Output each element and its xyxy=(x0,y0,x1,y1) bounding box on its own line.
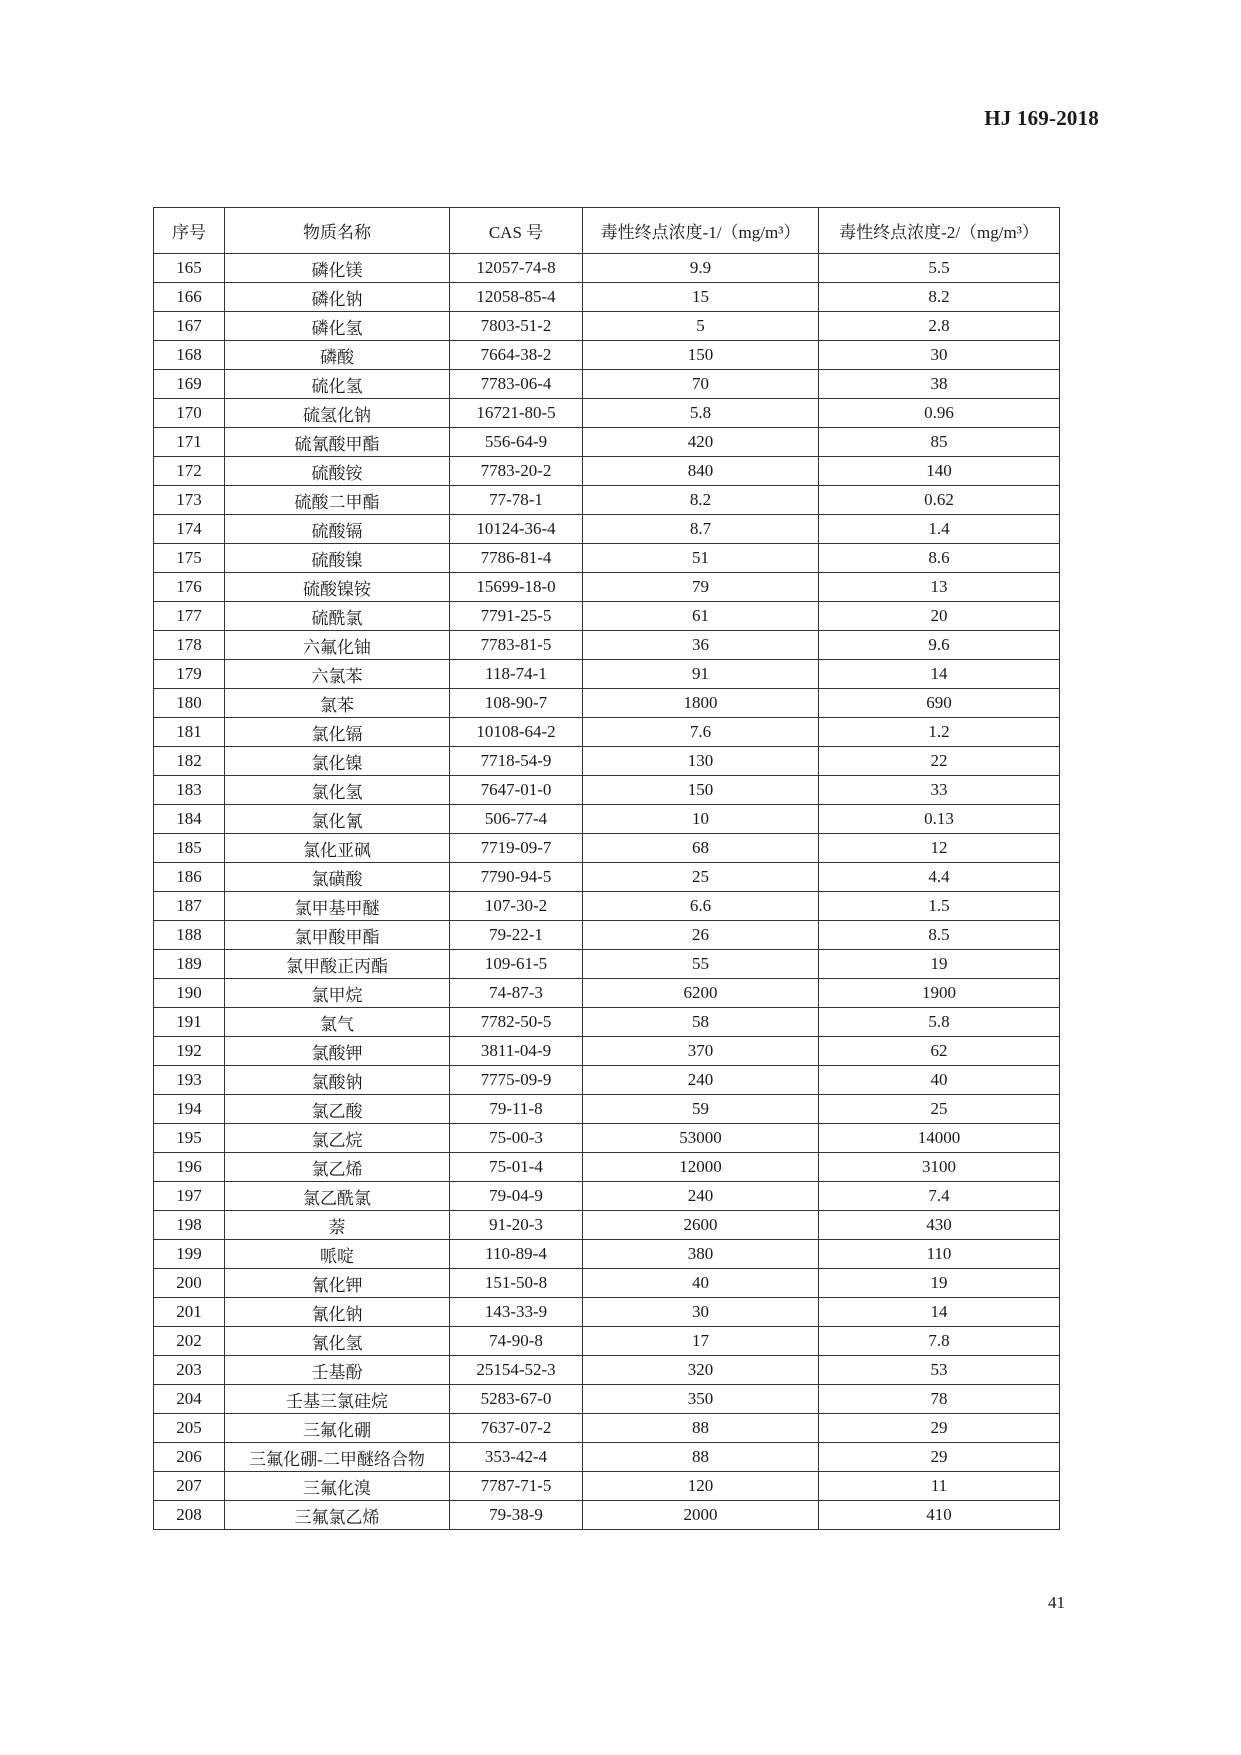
table-row xyxy=(154,1066,1060,1095)
cell-cas: 107-30-2 xyxy=(450,892,583,921)
cell-seq: 188 xyxy=(154,921,225,950)
cell-toxic-endpoint-1: 370 xyxy=(583,1037,819,1066)
cell-seq: 180 xyxy=(154,689,225,718)
cell-name: 磷化氢 xyxy=(225,312,450,341)
cell-name: 氰化钠 xyxy=(225,1298,450,1327)
cell-toxic-endpoint-2: 20 xyxy=(819,602,1060,631)
cell-seq: 194 xyxy=(154,1095,225,1124)
cell-seq: 207 xyxy=(154,1472,225,1501)
cell-cas: 12058-85-4 xyxy=(450,283,583,312)
cell-cas: 151-50-8 xyxy=(450,1269,583,1298)
cell-toxic-endpoint-2: 1.2 xyxy=(819,718,1060,747)
cell-cas: 110-89-4 xyxy=(450,1240,583,1269)
cell-cas: 7647-01-0 xyxy=(450,776,583,805)
cell-name: 六氟化铀 xyxy=(225,631,450,660)
table-row xyxy=(154,457,1060,486)
cell-toxic-endpoint-1: 68 xyxy=(583,834,819,863)
table-row xyxy=(154,660,1060,689)
table-row xyxy=(154,1240,1060,1269)
cell-name: 三氟化硼 xyxy=(225,1414,450,1443)
cell-cas: 15699-18-0 xyxy=(450,573,583,602)
cell-cas: 7783-20-2 xyxy=(450,457,583,486)
cell-name: 氯化镉 xyxy=(225,718,450,747)
cell-cas: 7803-51-2 xyxy=(450,312,583,341)
cell-toxic-endpoint-2: 7.4 xyxy=(819,1182,1060,1211)
cell-toxic-endpoint-2: 8.6 xyxy=(819,544,1060,573)
cell-toxic-endpoint-2: 14 xyxy=(819,660,1060,689)
cell-toxic-endpoint-2: 40 xyxy=(819,1066,1060,1095)
cell-cas: 10108-64-2 xyxy=(450,718,583,747)
cell-cas: 556-64-9 xyxy=(450,428,583,457)
cell-name: 硫酸二甲酯 xyxy=(225,486,450,515)
cell-toxic-endpoint-1: 9.9 xyxy=(583,254,819,283)
cell-name: 氯酸钠 xyxy=(225,1066,450,1095)
cell-cas: 7718-54-9 xyxy=(450,747,583,776)
cell-toxic-endpoint-2: 19 xyxy=(819,1269,1060,1298)
header-seq: 序号 xyxy=(154,208,225,254)
table-row xyxy=(154,631,1060,660)
page-number: 41 xyxy=(1048,1593,1065,1612)
table-row xyxy=(154,1037,1060,1066)
cell-toxic-endpoint-2: 22 xyxy=(819,747,1060,776)
cell-toxic-endpoint-2: 38 xyxy=(819,370,1060,399)
cell-toxic-endpoint-2: 85 xyxy=(819,428,1060,457)
cell-toxic-endpoint-2: 5.8 xyxy=(819,1008,1060,1037)
cell-toxic-endpoint-2: 110 xyxy=(819,1240,1060,1269)
cell-seq: 195 xyxy=(154,1124,225,1153)
cell-toxic-endpoint-1: 51 xyxy=(583,544,819,573)
cell-toxic-endpoint-1: 150 xyxy=(583,341,819,370)
cell-toxic-endpoint-1: 840 xyxy=(583,457,819,486)
table-row xyxy=(154,1095,1060,1124)
cell-name: 氯甲酸正丙酯 xyxy=(225,950,450,979)
toxicity-table xyxy=(153,207,1060,1530)
header-cas: CAS 号 xyxy=(450,208,583,254)
table-row xyxy=(154,921,1060,950)
cell-toxic-endpoint-1: 70 xyxy=(583,370,819,399)
cell-name: 氯化氰 xyxy=(225,805,450,834)
cell-toxic-endpoint-1: 25 xyxy=(583,863,819,892)
cell-name: 三氟氯乙烯 xyxy=(225,1501,450,1530)
cell-name: 萘 xyxy=(225,1211,450,1240)
cell-name: 氯乙烯 xyxy=(225,1153,450,1182)
cell-cas: 91-20-3 xyxy=(450,1211,583,1240)
cell-cas: 74-87-3 xyxy=(450,979,583,1008)
cell-name: 硫酸镍铵 xyxy=(225,573,450,602)
cell-toxic-endpoint-2: 9.6 xyxy=(819,631,1060,660)
cell-toxic-endpoint-1: 30 xyxy=(583,1298,819,1327)
cell-toxic-endpoint-1: 59 xyxy=(583,1095,819,1124)
cell-seq: 179 xyxy=(154,660,225,689)
cell-toxic-endpoint-2: 30 xyxy=(819,341,1060,370)
table-row xyxy=(154,1501,1060,1530)
cell-seq: 176 xyxy=(154,573,225,602)
table-row xyxy=(154,689,1060,718)
cell-name: 氰化钾 xyxy=(225,1269,450,1298)
cell-seq: 196 xyxy=(154,1153,225,1182)
cell-cas: 3811-04-9 xyxy=(450,1037,583,1066)
cell-toxic-endpoint-1: 26 xyxy=(583,921,819,950)
cell-toxic-endpoint-2: 13 xyxy=(819,573,1060,602)
cell-cas: 7787-71-5 xyxy=(450,1472,583,1501)
cell-toxic-endpoint-1: 350 xyxy=(583,1385,819,1414)
cell-seq: 175 xyxy=(154,544,225,573)
cell-cas: 79-04-9 xyxy=(450,1182,583,1211)
cell-seq: 173 xyxy=(154,486,225,515)
cell-name: 氯气 xyxy=(225,1008,450,1037)
cell-name: 氯甲基甲醚 xyxy=(225,892,450,921)
cell-cas: 7775-09-9 xyxy=(450,1066,583,1095)
cell-toxic-endpoint-1: 55 xyxy=(583,950,819,979)
cell-cas: 75-01-4 xyxy=(450,1153,583,1182)
cell-toxic-endpoint-1: 150 xyxy=(583,776,819,805)
cell-name: 三氟化溴 xyxy=(225,1472,450,1501)
cell-cas: 7637-07-2 xyxy=(450,1414,583,1443)
cell-toxic-endpoint-1: 130 xyxy=(583,747,819,776)
cell-seq: 197 xyxy=(154,1182,225,1211)
cell-seq: 200 xyxy=(154,1269,225,1298)
cell-seq: 189 xyxy=(154,950,225,979)
cell-seq: 169 xyxy=(154,370,225,399)
cell-toxic-endpoint-2: 1.5 xyxy=(819,892,1060,921)
cell-seq: 178 xyxy=(154,631,225,660)
cell-toxic-endpoint-2: 430 xyxy=(819,1211,1060,1240)
cell-name: 六氯苯 xyxy=(225,660,450,689)
header-toxic-endpoint-2: 毒性终点浓度-2/（mg/m³） xyxy=(819,208,1060,254)
cell-toxic-endpoint-1: 91 xyxy=(583,660,819,689)
table-row xyxy=(154,1008,1060,1037)
cell-cas: 16721-80-5 xyxy=(450,399,583,428)
cell-name: 氯酸钾 xyxy=(225,1037,450,1066)
cell-toxic-endpoint-2: 78 xyxy=(819,1385,1060,1414)
cell-toxic-endpoint-1: 6.6 xyxy=(583,892,819,921)
cell-cas: 353-42-4 xyxy=(450,1443,583,1472)
cell-toxic-endpoint-2: 33 xyxy=(819,776,1060,805)
table-row xyxy=(154,979,1060,1008)
cell-cas: 79-22-1 xyxy=(450,921,583,950)
cell-toxic-endpoint-2: 8.2 xyxy=(819,283,1060,312)
table-row xyxy=(154,1414,1060,1443)
cell-cas: 143-33-9 xyxy=(450,1298,583,1327)
cell-toxic-endpoint-2: 0.96 xyxy=(819,399,1060,428)
cell-cas: 7786-81-4 xyxy=(450,544,583,573)
cell-cas: 109-61-5 xyxy=(450,950,583,979)
cell-toxic-endpoint-2: 25 xyxy=(819,1095,1060,1124)
cell-toxic-endpoint-2: 7.8 xyxy=(819,1327,1060,1356)
cell-name: 磷酸 xyxy=(225,341,450,370)
table-row xyxy=(154,312,1060,341)
cell-name: 硫氰酸甲酯 xyxy=(225,428,450,457)
cell-toxic-endpoint-1: 8.2 xyxy=(583,486,819,515)
cell-toxic-endpoint-1: 2000 xyxy=(583,1501,819,1530)
cell-seq: 206 xyxy=(154,1443,225,1472)
table-row xyxy=(154,1385,1060,1414)
table-row xyxy=(154,834,1060,863)
cell-name: 壬基三氯硅烷 xyxy=(225,1385,450,1414)
table-row xyxy=(154,399,1060,428)
cell-toxic-endpoint-2: 8.5 xyxy=(819,921,1060,950)
cell-name: 磷化镁 xyxy=(225,254,450,283)
table-row xyxy=(154,370,1060,399)
table-row xyxy=(154,428,1060,457)
table-row xyxy=(154,1269,1060,1298)
cell-seq: 184 xyxy=(154,805,225,834)
cell-toxic-endpoint-1: 88 xyxy=(583,1414,819,1443)
cell-name: 硫酰氯 xyxy=(225,602,450,631)
cell-name: 硫酸镍 xyxy=(225,544,450,573)
cell-cas: 10124-36-4 xyxy=(450,515,583,544)
cell-name: 氯乙酰氯 xyxy=(225,1182,450,1211)
cell-seq: 167 xyxy=(154,312,225,341)
cell-cas: 12057-74-8 xyxy=(450,254,583,283)
cell-cas: 7664-38-2 xyxy=(450,341,583,370)
cell-name: 氯化氢 xyxy=(225,776,450,805)
cell-toxic-endpoint-1: 120 xyxy=(583,1472,819,1501)
table-row xyxy=(154,1153,1060,1182)
cell-toxic-endpoint-1: 40 xyxy=(583,1269,819,1298)
cell-seq: 191 xyxy=(154,1008,225,1037)
cell-cas: 108-90-7 xyxy=(450,689,583,718)
cell-toxic-endpoint-1: 240 xyxy=(583,1182,819,1211)
table-row xyxy=(154,254,1060,283)
table-row xyxy=(154,1472,1060,1501)
table-row xyxy=(154,805,1060,834)
cell-seq: 182 xyxy=(154,747,225,776)
cell-cas: 5283-67-0 xyxy=(450,1385,583,1414)
cell-toxic-endpoint-2: 4.4 xyxy=(819,863,1060,892)
cell-toxic-endpoint-1: 61 xyxy=(583,602,819,631)
cell-name: 磷化钠 xyxy=(225,283,450,312)
cell-toxic-endpoint-1: 5.8 xyxy=(583,399,819,428)
cell-cas: 7782-50-5 xyxy=(450,1008,583,1037)
table-row xyxy=(154,1327,1060,1356)
cell-toxic-endpoint-1: 380 xyxy=(583,1240,819,1269)
cell-name: 硫酸镉 xyxy=(225,515,450,544)
cell-toxic-endpoint-2: 690 xyxy=(819,689,1060,718)
cell-name: 氯乙酸 xyxy=(225,1095,450,1124)
cell-seq: 181 xyxy=(154,718,225,747)
cell-seq: 171 xyxy=(154,428,225,457)
cell-seq: 199 xyxy=(154,1240,225,1269)
cell-toxic-endpoint-2: 29 xyxy=(819,1414,1060,1443)
cell-toxic-endpoint-1: 58 xyxy=(583,1008,819,1037)
table-row xyxy=(154,544,1060,573)
cell-name: 氯化亚砜 xyxy=(225,834,450,863)
cell-seq: 203 xyxy=(154,1356,225,1385)
cell-cas: 74-90-8 xyxy=(450,1327,583,1356)
cell-toxic-endpoint-1: 2600 xyxy=(583,1211,819,1240)
cell-seq: 192 xyxy=(154,1037,225,1066)
cell-toxic-endpoint-2: 53 xyxy=(819,1356,1060,1385)
cell-name: 氯甲酸甲酯 xyxy=(225,921,450,950)
cell-seq: 174 xyxy=(154,515,225,544)
table-row xyxy=(154,515,1060,544)
cell-toxic-endpoint-2: 11 xyxy=(819,1472,1060,1501)
table-row xyxy=(154,1211,1060,1240)
table-row xyxy=(154,863,1060,892)
cell-seq: 198 xyxy=(154,1211,225,1240)
cell-toxic-endpoint-1: 8.7 xyxy=(583,515,819,544)
header-toxic-endpoint-1: 毒性终点浓度-1/（mg/m³） xyxy=(583,208,819,254)
cell-cas: 77-78-1 xyxy=(450,486,583,515)
cell-toxic-endpoint-1: 53000 xyxy=(583,1124,819,1153)
table-row xyxy=(154,1298,1060,1327)
cell-name: 哌啶 xyxy=(225,1240,450,1269)
table-row xyxy=(154,486,1060,515)
table-row xyxy=(154,1443,1060,1472)
cell-toxic-endpoint-1: 10 xyxy=(583,805,819,834)
cell-seq: 166 xyxy=(154,283,225,312)
cell-toxic-endpoint-1: 17 xyxy=(583,1327,819,1356)
cell-seq: 183 xyxy=(154,776,225,805)
cell-name: 硫酸铵 xyxy=(225,457,450,486)
document-id: HJ 169-2018 xyxy=(984,106,1099,130)
cell-toxic-endpoint-1: 320 xyxy=(583,1356,819,1385)
cell-toxic-endpoint-2: 2.8 xyxy=(819,312,1060,341)
table-row xyxy=(154,283,1060,312)
cell-seq: 177 xyxy=(154,602,225,631)
cell-toxic-endpoint-1: 5 xyxy=(583,312,819,341)
cell-seq: 187 xyxy=(154,892,225,921)
cell-toxic-endpoint-1: 1800 xyxy=(583,689,819,718)
cell-toxic-endpoint-2: 29 xyxy=(819,1443,1060,1472)
table-row xyxy=(154,776,1060,805)
cell-toxic-endpoint-1: 240 xyxy=(583,1066,819,1095)
cell-cas: 506-77-4 xyxy=(450,805,583,834)
cell-seq: 190 xyxy=(154,979,225,1008)
table-row xyxy=(154,1124,1060,1153)
cell-seq: 165 xyxy=(154,254,225,283)
cell-seq: 185 xyxy=(154,834,225,863)
cell-toxic-endpoint-1: 88 xyxy=(583,1443,819,1472)
table-row xyxy=(154,602,1060,631)
cell-cas: 79-11-8 xyxy=(450,1095,583,1124)
cell-seq: 186 xyxy=(154,863,225,892)
cell-name: 氰化氢 xyxy=(225,1327,450,1356)
cell-toxic-endpoint-2: 0.13 xyxy=(819,805,1060,834)
table-row xyxy=(154,341,1060,370)
cell-cas: 25154-52-3 xyxy=(450,1356,583,1385)
cell-seq: 205 xyxy=(154,1414,225,1443)
cell-toxic-endpoint-1: 79 xyxy=(583,573,819,602)
cell-cas: 7791-25-5 xyxy=(450,602,583,631)
cell-seq: 202 xyxy=(154,1327,225,1356)
cell-name: 三氟化硼-二甲醚络合物 xyxy=(225,1443,450,1472)
cell-seq: 201 xyxy=(154,1298,225,1327)
cell-toxic-endpoint-1: 6200 xyxy=(583,979,819,1008)
cell-toxic-endpoint-2: 14 xyxy=(819,1298,1060,1327)
cell-name: 壬基酚 xyxy=(225,1356,450,1385)
cell-cas: 118-74-1 xyxy=(450,660,583,689)
cell-toxic-endpoint-2: 0.62 xyxy=(819,486,1060,515)
cell-toxic-endpoint-2: 3100 xyxy=(819,1153,1060,1182)
cell-toxic-endpoint-2: 14000 xyxy=(819,1124,1060,1153)
table-body xyxy=(154,254,1060,1530)
cell-cas: 7719-09-7 xyxy=(450,834,583,863)
cell-cas: 7783-06-4 xyxy=(450,370,583,399)
table-row xyxy=(154,892,1060,921)
cell-cas: 7790-94-5 xyxy=(450,863,583,892)
cell-seq: 208 xyxy=(154,1501,225,1530)
cell-seq: 170 xyxy=(154,399,225,428)
cell-name: 硫氢化钠 xyxy=(225,399,450,428)
table-row xyxy=(154,747,1060,776)
cell-name: 氯苯 xyxy=(225,689,450,718)
cell-seq: 204 xyxy=(154,1385,225,1414)
cell-toxic-endpoint-1: 420 xyxy=(583,428,819,457)
table-row xyxy=(154,1356,1060,1385)
cell-name: 氯甲烷 xyxy=(225,979,450,1008)
table-row xyxy=(154,1182,1060,1211)
cell-cas: 7783-81-5 xyxy=(450,631,583,660)
table-row xyxy=(154,950,1060,979)
cell-name: 氯化镍 xyxy=(225,747,450,776)
cell-toxic-endpoint-2: 62 xyxy=(819,1037,1060,1066)
cell-name: 硫化氢 xyxy=(225,370,450,399)
cell-toxic-endpoint-2: 5.5 xyxy=(819,254,1060,283)
cell-toxic-endpoint-1: 7.6 xyxy=(583,718,819,747)
cell-toxic-endpoint-2: 19 xyxy=(819,950,1060,979)
cell-toxic-endpoint-2: 1900 xyxy=(819,979,1060,1008)
table-row xyxy=(154,573,1060,602)
cell-toxic-endpoint-1: 15 xyxy=(583,283,819,312)
cell-toxic-endpoint-2: 1.4 xyxy=(819,515,1060,544)
cell-cas: 75-00-3 xyxy=(450,1124,583,1153)
cell-toxic-endpoint-1: 12000 xyxy=(583,1153,819,1182)
table-row xyxy=(154,718,1060,747)
cell-seq: 168 xyxy=(154,341,225,370)
cell-toxic-endpoint-2: 12 xyxy=(819,834,1060,863)
cell-seq: 193 xyxy=(154,1066,225,1095)
cell-seq: 172 xyxy=(154,457,225,486)
table-header-row xyxy=(154,208,1060,254)
cell-name: 氯磺酸 xyxy=(225,863,450,892)
cell-toxic-endpoint-1: 36 xyxy=(583,631,819,660)
header-name: 物质名称 xyxy=(225,208,450,254)
cell-cas: 79-38-9 xyxy=(450,1501,583,1530)
cell-toxic-endpoint-2: 410 xyxy=(819,1501,1060,1530)
cell-name: 氯乙烷 xyxy=(225,1124,450,1153)
cell-toxic-endpoint-2: 140 xyxy=(819,457,1060,486)
